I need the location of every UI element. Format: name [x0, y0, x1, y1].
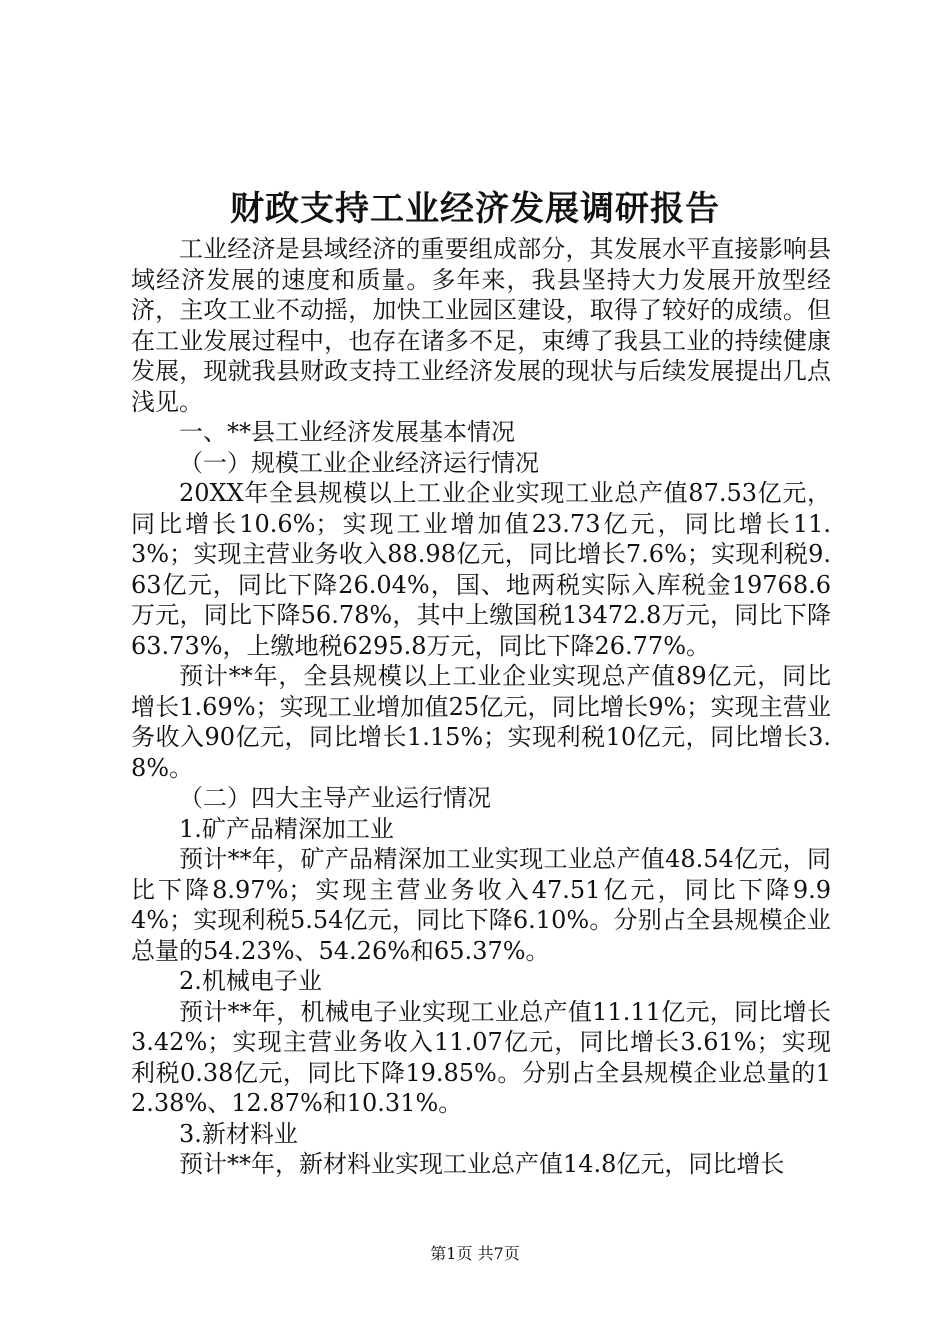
subsection-1-paragraph-2: 预计**年，全县规模以上工业企业实现总产值89亿元，同比增长1.69%；实现工业增加值25亿元，同比增长9%；实现主营业务收入90亿元，同比增长1.15%；实现利税10亿元，同比增长3.8%。: [131, 662, 831, 782]
document-body: [131, 234, 831, 1180]
page-number: 第1页 共7页: [430, 1244, 520, 1263]
item-3-paragraph: 预计**年，新材料业实现工业总产值14.8亿元，同比增长: [179, 1150, 785, 1178]
item-heading-2: 2.机械电子业: [179, 967, 322, 995]
item-heading-3: 3.新材料业: [179, 1119, 298, 1148]
item-2-paragraph: 预计**年，机械电子业实现工业总产值11.11亿元，同比增长3.42%；实现主营业务收入11.07亿元，同比增长3.61%；实现利税0.38亿元，同比下降19.85%。分别占全县规模企业总量的12.38%、12.87%和10.31%。: [131, 997, 831, 1117]
subsection-heading-1: （一）规模工业企业经济运行情况: [179, 448, 539, 477]
subsection-heading-2: （二）四大主导产业运行情况: [179, 784, 491, 812]
document-title: 财政支持工业经济发展调研报告: [230, 189, 720, 229]
item-1-paragraph: 预计**年，矿产品精深加工业实现工业总产值48.54亿元，同比下降8.97%；实现主营业务收入47.51亿元，同比下降9.94%；实现利税5.54亿元，同比下降6.10%。分别占全县规模企业总量的54.23%、54.26%和65.37%。: [131, 845, 831, 965]
intro-paragraph: 工业经济是县域经济的重要组成部分，其发展水平直接影响县域经济发展的速度和质量。多年来，我县坚持大力发展开放型经济，主攻工业不动摇，加快工业园区建设，取得了较好的成绩。但在工业发展过程中，也存在诸多不足，束缚了我县工业的持续健康发展，现就我县财政支持工业经济发展的现状与后续发展提出几点浅见。: [131, 235, 831, 416]
subsection-1-paragraph-1: 20XX年全县规模以上工业企业实现工业总产值87.53亿元，同比增长10.6%；实现工业增加值23.73亿元，同比增长11.3%；实现主营业务收入88.98亿元，同比增长7.6%；实现利税9.63亿元，同比下降26.04%，国、地两税实际入库税金19768.6万元，同比下降56.78%，其中上缴国税13472.8万元，同比下降63.73%，上缴地税6295.8万元，同比下降26.77%。: [131, 479, 831, 660]
item-heading-1: 1.矿产品精深加工业: [179, 814, 394, 843]
section-heading-1: 一、**县工业经济发展基本情况: [179, 418, 515, 446]
